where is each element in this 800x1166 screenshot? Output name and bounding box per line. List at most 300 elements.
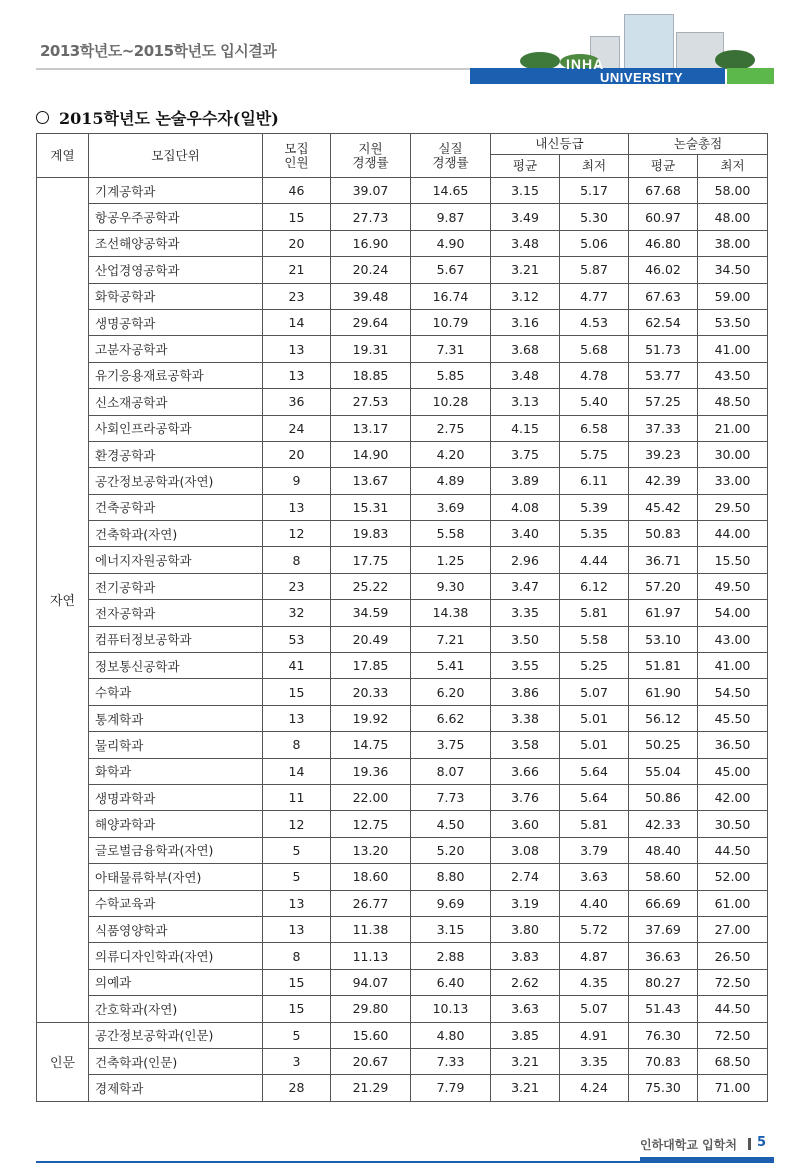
header-accent-green: [727, 68, 774, 84]
value-cell: 50.25: [629, 732, 698, 758]
table-row: [37, 336, 768, 362]
value-cell: 4.87: [560, 943, 629, 969]
value-cell: 44.50: [698, 837, 768, 863]
value-cell: 7.73: [411, 784, 491, 810]
value-cell: 1.25: [411, 547, 491, 573]
value-cell: 12: [263, 521, 331, 547]
value-cell: 48.00: [698, 204, 768, 230]
logo-text-inha: INHA: [566, 56, 605, 72]
value-cell: 11.38: [331, 916, 411, 942]
footer-separator: [748, 1138, 751, 1150]
value-cell: 27.53: [331, 389, 411, 415]
value-cell: 5.87: [560, 257, 629, 283]
value-cell: 5.67: [411, 257, 491, 283]
unit-cell: 해양과학과: [89, 811, 263, 837]
value-cell: 7.21: [411, 626, 491, 652]
footer-accent: [640, 1157, 774, 1163]
value-cell: 6.20: [411, 679, 491, 705]
value-cell: 53.77: [629, 362, 698, 388]
header-quota: 모집 인원: [263, 134, 331, 178]
table-row: [37, 811, 768, 837]
value-cell: 6.11: [560, 468, 629, 494]
value-cell: 42.39: [629, 468, 698, 494]
value-cell: 18.85: [331, 362, 411, 388]
value-cell: 5.58: [411, 521, 491, 547]
value-cell: 3.80: [491, 916, 560, 942]
value-cell: 46: [263, 178, 331, 204]
value-cell: 3.12: [491, 283, 560, 309]
value-cell: 5.30: [560, 204, 629, 230]
value-cell: 5.39: [560, 494, 629, 520]
table-row: [37, 784, 768, 810]
unit-cell: 전자공학과: [89, 600, 263, 626]
header-grade: 내신등급: [491, 134, 629, 155]
value-cell: 26.50: [698, 943, 768, 969]
value-cell: 44.50: [698, 996, 768, 1022]
value-cell: 36.63: [629, 943, 698, 969]
value-cell: 50.83: [629, 521, 698, 547]
value-cell: 21.29: [331, 1075, 411, 1101]
value-cell: 3.13: [491, 389, 560, 415]
unit-cell: 신소재공학과: [89, 389, 263, 415]
value-cell: 41: [263, 653, 331, 679]
value-cell: 23: [263, 573, 331, 599]
value-cell: 72.50: [698, 1022, 768, 1048]
value-cell: 19.92: [331, 705, 411, 731]
value-cell: 3.58: [491, 732, 560, 758]
table-row: [37, 864, 768, 890]
value-cell: 4.44: [560, 547, 629, 573]
value-cell: 46.02: [629, 257, 698, 283]
value-cell: 15: [263, 969, 331, 995]
value-cell: 4.90: [411, 230, 491, 256]
value-cell: 94.07: [331, 969, 411, 995]
value-cell: 3.08: [491, 837, 560, 863]
value-cell: 29.64: [331, 309, 411, 335]
value-cell: 10.28: [411, 389, 491, 415]
table-body: [37, 178, 768, 1102]
value-cell: 4.08: [491, 494, 560, 520]
value-cell: 24: [263, 415, 331, 441]
value-cell: 9: [263, 468, 331, 494]
value-cell: 5.64: [560, 784, 629, 810]
value-cell: 3.38: [491, 705, 560, 731]
table-row: [37, 653, 768, 679]
unit-cell: 생명과학과: [89, 784, 263, 810]
value-cell: 16.90: [331, 230, 411, 256]
table-row: [37, 494, 768, 520]
footer-divider: [36, 1161, 646, 1163]
value-cell: 6.62: [411, 705, 491, 731]
value-cell: 6.58: [560, 415, 629, 441]
header-group: 계열: [37, 134, 89, 178]
unit-cell: 건축공학과: [89, 494, 263, 520]
value-cell: 9.87: [411, 204, 491, 230]
value-cell: 70.83: [629, 1048, 698, 1074]
value-cell: 4.89: [411, 468, 491, 494]
unit-cell: 공간정보공학과(자연): [89, 468, 263, 494]
value-cell: 3.89: [491, 468, 560, 494]
value-cell: 18.60: [331, 864, 411, 890]
value-cell: 51.43: [629, 996, 698, 1022]
value-cell: 3.76: [491, 784, 560, 810]
value-cell: 5.35: [560, 521, 629, 547]
value-cell: 3.63: [560, 864, 629, 890]
value-cell: 21.00: [698, 415, 768, 441]
value-cell: 54.50: [698, 679, 768, 705]
value-cell: 26.77: [331, 890, 411, 916]
value-cell: 9.69: [411, 890, 491, 916]
value-cell: 3.21: [491, 257, 560, 283]
value-cell: 59.00: [698, 283, 768, 309]
value-cell: 11.13: [331, 943, 411, 969]
table-row: [37, 996, 768, 1022]
value-cell: 13: [263, 336, 331, 362]
unit-cell: 정보통신공학과: [89, 653, 263, 679]
value-cell: 45.50: [698, 705, 768, 731]
value-cell: 13: [263, 890, 331, 916]
value-cell: 61.00: [698, 890, 768, 916]
value-cell: 41.00: [698, 336, 768, 362]
value-cell: 13.67: [331, 468, 411, 494]
value-cell: 8: [263, 732, 331, 758]
table-row: [37, 309, 768, 335]
value-cell: 3.47: [491, 573, 560, 599]
value-cell: 12: [263, 811, 331, 837]
table-row: [37, 1075, 768, 1101]
header-unit: 모집단위: [89, 134, 263, 178]
value-cell: 4.15: [491, 415, 560, 441]
value-cell: 5.01: [560, 732, 629, 758]
value-cell: 3.79: [560, 837, 629, 863]
value-cell: 48.40: [629, 837, 698, 863]
unit-cell: 공간정보공학과(인문): [89, 1022, 263, 1048]
value-cell: 53.10: [629, 626, 698, 652]
value-cell: 43.00: [698, 626, 768, 652]
value-cell: 4.24: [560, 1075, 629, 1101]
value-cell: 34.50: [698, 257, 768, 283]
value-cell: 36.50: [698, 732, 768, 758]
value-cell: 14.65: [411, 178, 491, 204]
value-cell: 11: [263, 784, 331, 810]
value-cell: 45.42: [629, 494, 698, 520]
value-cell: 32: [263, 600, 331, 626]
value-cell: 15.31: [331, 494, 411, 520]
value-cell: 12.75: [331, 811, 411, 837]
value-cell: 13.20: [331, 837, 411, 863]
value-cell: 3.15: [411, 916, 491, 942]
value-cell: 29.50: [698, 494, 768, 520]
value-cell: 71.00: [698, 1075, 768, 1101]
table-row: [37, 890, 768, 916]
value-cell: 25.22: [331, 573, 411, 599]
header-real-ratio: 실질 경쟁률: [411, 134, 491, 178]
value-cell: 15.50: [698, 547, 768, 573]
value-cell: 53.50: [698, 309, 768, 335]
value-cell: 80.27: [629, 969, 698, 995]
value-cell: 5.72: [560, 916, 629, 942]
value-cell: 48.50: [698, 389, 768, 415]
value-cell: 37.33: [629, 415, 698, 441]
unit-cell: 글로벌금융학과(자연): [89, 837, 263, 863]
value-cell: 5.17: [560, 178, 629, 204]
unit-cell: 조선해양공학과: [89, 230, 263, 256]
value-cell: 28: [263, 1075, 331, 1101]
value-cell: 6.40: [411, 969, 491, 995]
value-cell: 56.12: [629, 705, 698, 731]
circle-bullet-icon: [36, 111, 49, 124]
value-cell: 39.07: [331, 178, 411, 204]
value-cell: 45.00: [698, 758, 768, 784]
university-building-image: [520, 12, 755, 68]
unit-cell: 컴퓨터정보공학과: [89, 626, 263, 652]
value-cell: 16.74: [411, 283, 491, 309]
table-row: [37, 600, 768, 626]
value-cell: 42.00: [698, 784, 768, 810]
value-cell: 2.88: [411, 943, 491, 969]
value-cell: 3.68: [491, 336, 560, 362]
value-cell: 3.16: [491, 309, 560, 335]
value-cell: 5.07: [560, 679, 629, 705]
table-row: [37, 257, 768, 283]
value-cell: 20.49: [331, 626, 411, 652]
value-cell: 43.50: [698, 362, 768, 388]
header-apply-ratio: 지원 경쟁률: [331, 134, 411, 178]
value-cell: 3.83: [491, 943, 560, 969]
value-cell: 3.85: [491, 1022, 560, 1048]
unit-cell: 간호학과(자연): [89, 996, 263, 1022]
header-essay-min: 최저: [698, 155, 768, 178]
header-title: 2013학년도~2015학년도 입시결과: [40, 42, 277, 60]
value-cell: 14.38: [411, 600, 491, 626]
value-cell: 46.80: [629, 230, 698, 256]
value-cell: 27.00: [698, 916, 768, 942]
value-cell: 38.00: [698, 230, 768, 256]
value-cell: 14: [263, 309, 331, 335]
table-row: [37, 705, 768, 731]
value-cell: 5.81: [560, 811, 629, 837]
value-cell: 15: [263, 204, 331, 230]
value-cell: 3.35: [491, 600, 560, 626]
value-cell: 51.73: [629, 336, 698, 362]
value-cell: 3.50: [491, 626, 560, 652]
value-cell: 13: [263, 916, 331, 942]
value-cell: 15: [263, 679, 331, 705]
table-row: [37, 204, 768, 230]
unit-cell: 항공우주공학과: [89, 204, 263, 230]
unit-cell: 전기공학과: [89, 573, 263, 599]
value-cell: 5.07: [560, 996, 629, 1022]
value-cell: 39.23: [629, 441, 698, 467]
table-row: [37, 389, 768, 415]
value-cell: 27.73: [331, 204, 411, 230]
value-cell: 7.79: [411, 1075, 491, 1101]
value-cell: 14: [263, 758, 331, 784]
value-cell: 5.41: [411, 653, 491, 679]
logo-text-university: UNIVERSITY: [600, 70, 684, 85]
table-row: [37, 178, 768, 204]
group-cell: 자연: [37, 178, 89, 1023]
unit-cell: 수학교육과: [89, 890, 263, 916]
value-cell: 3.63: [491, 996, 560, 1022]
unit-cell: 의류디자인학과(자연): [89, 943, 263, 969]
value-cell: 33.00: [698, 468, 768, 494]
value-cell: 9.30: [411, 573, 491, 599]
value-cell: 34.59: [331, 600, 411, 626]
value-cell: 8: [263, 943, 331, 969]
value-cell: 30.00: [698, 441, 768, 467]
table-row: [37, 521, 768, 547]
table-row: [37, 679, 768, 705]
value-cell: 4.77: [560, 283, 629, 309]
unit-cell: 유기응용재료공학과: [89, 362, 263, 388]
value-cell: 5: [263, 864, 331, 890]
value-cell: 10.79: [411, 309, 491, 335]
value-cell: 8.80: [411, 864, 491, 890]
page-number: 5: [757, 1135, 767, 1150]
value-cell: 5.25: [560, 653, 629, 679]
value-cell: 7.31: [411, 336, 491, 362]
value-cell: 3.55: [491, 653, 560, 679]
unit-cell: 기계공학과: [89, 178, 263, 204]
value-cell: 5.68: [560, 336, 629, 362]
value-cell: 14.75: [331, 732, 411, 758]
unit-cell: 화학공학과: [89, 283, 263, 309]
value-cell: 39.48: [331, 283, 411, 309]
value-cell: 5.06: [560, 230, 629, 256]
unit-cell: 아태물류학부(자연): [89, 864, 263, 890]
value-cell: 20: [263, 230, 331, 256]
value-cell: 17.75: [331, 547, 411, 573]
value-cell: 4.53: [560, 309, 629, 335]
value-cell: 3.48: [491, 362, 560, 388]
value-cell: 19.31: [331, 336, 411, 362]
table-row: [37, 626, 768, 652]
value-cell: 54.00: [698, 600, 768, 626]
table-row: [37, 969, 768, 995]
value-cell: 20: [263, 441, 331, 467]
value-cell: 60.97: [629, 204, 698, 230]
unit-cell: 통계학과: [89, 705, 263, 731]
value-cell: 2.74: [491, 864, 560, 890]
unit-cell: 에너지자원공학과: [89, 547, 263, 573]
value-cell: 61.97: [629, 600, 698, 626]
value-cell: 36: [263, 389, 331, 415]
table-row: [37, 415, 768, 441]
value-cell: 7.33: [411, 1048, 491, 1074]
header-grade-min: 최저: [560, 155, 629, 178]
header-essay: 논술총점: [629, 134, 768, 155]
unit-cell: 환경공학과: [89, 441, 263, 467]
value-cell: 3.69: [411, 494, 491, 520]
value-cell: 20.24: [331, 257, 411, 283]
table-row: [37, 916, 768, 942]
value-cell: 3.48: [491, 230, 560, 256]
unit-cell: 물리학과: [89, 732, 263, 758]
value-cell: 13: [263, 705, 331, 731]
value-cell: 3.21: [491, 1048, 560, 1074]
value-cell: 13: [263, 362, 331, 388]
admission-results-table: [36, 133, 768, 1102]
value-cell: 67.63: [629, 283, 698, 309]
value-cell: 8.07: [411, 758, 491, 784]
value-cell: 4.91: [560, 1022, 629, 1048]
value-cell: 57.25: [629, 389, 698, 415]
value-cell: 4.20: [411, 441, 491, 467]
value-cell: 3.60: [491, 811, 560, 837]
table-row: [37, 362, 768, 388]
table-row: [37, 1048, 768, 1074]
unit-cell: 경제학과: [89, 1075, 263, 1101]
table-row: [37, 441, 768, 467]
value-cell: 3: [263, 1048, 331, 1074]
value-cell: 6.12: [560, 573, 629, 599]
value-cell: 3.40: [491, 521, 560, 547]
value-cell: 51.81: [629, 653, 698, 679]
value-cell: 68.50: [698, 1048, 768, 1074]
section-title-text: 2015학년도 논술우수자(일반): [59, 109, 279, 128]
table-row: [37, 547, 768, 573]
value-cell: 5.75: [560, 441, 629, 467]
value-cell: 14.90: [331, 441, 411, 467]
value-cell: 29.80: [331, 996, 411, 1022]
value-cell: 23: [263, 283, 331, 309]
table-row: [37, 468, 768, 494]
value-cell: 2.62: [491, 969, 560, 995]
value-cell: 3.49: [491, 204, 560, 230]
value-cell: 13: [263, 494, 331, 520]
value-cell: 19.36: [331, 758, 411, 784]
value-cell: 5.40: [560, 389, 629, 415]
table-row: [37, 573, 768, 599]
value-cell: 20.33: [331, 679, 411, 705]
value-cell: 3.15: [491, 178, 560, 204]
value-cell: 72.50: [698, 969, 768, 995]
value-cell: 5.01: [560, 705, 629, 731]
value-cell: 57.20: [629, 573, 698, 599]
value-cell: 4.35: [560, 969, 629, 995]
value-cell: 58.00: [698, 178, 768, 204]
table-row: [37, 837, 768, 863]
value-cell: 52.00: [698, 864, 768, 890]
value-cell: 3.66: [491, 758, 560, 784]
value-cell: 8: [263, 547, 331, 573]
value-cell: 20.67: [331, 1048, 411, 1074]
table-row: [37, 943, 768, 969]
value-cell: 5: [263, 837, 331, 863]
value-cell: 15.60: [331, 1022, 411, 1048]
group-cell: 인문: [37, 1022, 89, 1101]
value-cell: 55.04: [629, 758, 698, 784]
value-cell: 41.00: [698, 653, 768, 679]
table-row: [37, 758, 768, 784]
value-cell: 5.64: [560, 758, 629, 784]
value-cell: 4.80: [411, 1022, 491, 1048]
value-cell: 44.00: [698, 521, 768, 547]
table-row: [37, 283, 768, 309]
value-cell: 3.19: [491, 890, 560, 916]
value-cell: 50.86: [629, 784, 698, 810]
unit-cell: 건축학과(자연): [89, 521, 263, 547]
value-cell: 2.75: [411, 415, 491, 441]
value-cell: 3.75: [411, 732, 491, 758]
unit-cell: 사회인프라공학과: [89, 415, 263, 441]
value-cell: 53: [263, 626, 331, 652]
value-cell: 4.50: [411, 811, 491, 837]
value-cell: 3.21: [491, 1075, 560, 1101]
unit-cell: 화학과: [89, 758, 263, 784]
unit-cell: 고분자공학과: [89, 336, 263, 362]
